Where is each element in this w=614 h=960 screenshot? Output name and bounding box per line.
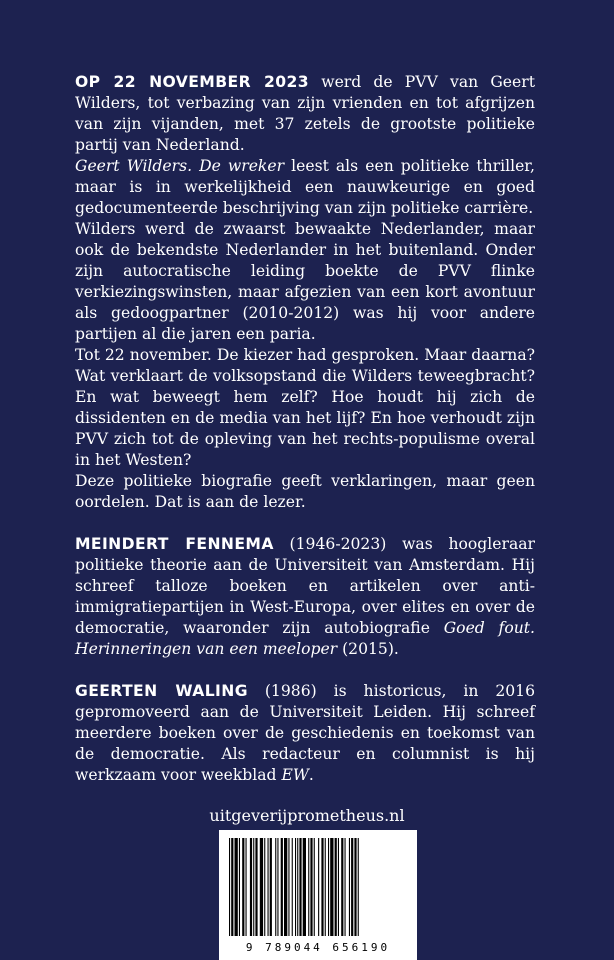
barcode-bar (321, 838, 323, 936)
barcode-bar (341, 838, 343, 936)
blurb-paragraph-4: Tot 22 november. De kiezer had gesproken. Maar daarna? Wat verklaart de volksopstand die Wilders teweegbracht? En wat beweegt hem zelf? Hoe houdt hij zich de dissidenten en de media van het lijf? En hoe verhoudt zijn PVV zich tot de opleving van het rechts-populisme overal in het Westen? (75, 346, 535, 469)
barcode-bar (308, 838, 309, 936)
barcode-bar (239, 838, 240, 936)
barcode-bar (268, 838, 269, 936)
barcode-bars (227, 838, 409, 936)
barcode-bar (297, 838, 298, 936)
blurb-paragraph-1: OP 22 NOVEMBER 2023 werd de PVV van Geert Wilders, tot verbazing van zijn vrienden en tot afgrijzen van zijn vijanden, met 37 zetels de grootste politieke partij van Nederland. (75, 73, 535, 154)
barcode-bar (349, 838, 350, 936)
author-name-waling: GEERTEN WALING (75, 682, 248, 700)
barcode-bar (275, 838, 276, 936)
barcode-bar (345, 838, 346, 936)
barcode-bar (295, 838, 296, 936)
barcode-bar (358, 838, 359, 936)
barcode-bar (325, 838, 326, 936)
blurb-lead-caps: OP 22 NOVEMBER 2023 (75, 73, 310, 91)
barcode-bar (270, 838, 272, 936)
barcode-bar (235, 838, 238, 936)
author-name-fennema: MEINDERT FENNEMA (75, 535, 274, 553)
barcode-bar (335, 838, 337, 936)
barcode-bar (328, 838, 329, 936)
barcode-bar (242, 838, 244, 936)
barcode-bar (288, 838, 289, 936)
barcode-bar (338, 838, 339, 936)
barcode-bar (231, 838, 233, 936)
barcode-bar (310, 838, 312, 936)
magazine-title: EW (281, 766, 309, 784)
barcode-bar (292, 838, 293, 936)
book-title: Geert Wilders. De wreker (75, 157, 285, 175)
barcode-bar (299, 838, 301, 936)
barcode-bar (351, 838, 353, 936)
barcode-bar (246, 838, 247, 936)
barcode-bar (253, 838, 254, 936)
barcode-bar (354, 838, 356, 936)
blurb-paragraph-3: Wilders werd de zwaarst bewaakte Nederlander, maar ook de bekendste Nederlander in het buitenland. Onder zijn autocratische leiding boekte de PVV flinke verkiezingswinsten, maar afgezien van een kort avontuur als gedoogpartner (2010-2012) was hij voor andere partijen al die jaren een paria. (75, 220, 535, 343)
blurb-paragraph-2: Geert Wilders. De wreker leest als een politieke thriller, maar is in werkelijkheid een nauwkeurige en goed gedocumenteerde beschrijving van zijn politieke carrière. (75, 157, 535, 217)
barcode-bar (281, 838, 283, 936)
autobiography-title: Goed fout. Herinneringen van een meeloper (75, 619, 535, 658)
barcode-bar (255, 838, 257, 936)
barcode-bar (264, 838, 265, 936)
author-bio-fennema: MEINDERT FENNEMA (1946-2023) was hoogleraar politieke theorie aan de Universiteit van Amsterdam. Hij schreef talloze boeken en artikelen over anti-immigratiepartijen in West-Europa, over elites en over de democratie, waaronder zijn autobiografie Goed fout. Herinneringen van een meeloper (2015). (75, 535, 535, 658)
barcode-bar (277, 838, 278, 936)
isbn-barcode (219, 830, 417, 960)
barcode-bar (314, 838, 315, 936)
barcode-bar (229, 838, 230, 936)
barcode-bar (284, 838, 287, 936)
barcode-bar (250, 838, 252, 936)
blurb-paragraph-5: Deze politieke biografie geeft verklaringen, maar geen oordelen. Dat is aan de lezer. (75, 472, 535, 511)
barcode-bar (318, 838, 319, 936)
barcode-bar (303, 838, 306, 936)
barcode-bar (330, 838, 333, 936)
author-bio-waling: GEERTEN WALING (1986) is historicus, in 2016 gepromoveerd aan de Universiteit Leiden. Hij schreef meerdere boeken over de geschiedenis en toekomst van de democratie. Als redacteur en columnist is hij werkzaam voor weekblad EW. (75, 682, 535, 784)
barcode-bar (260, 838, 263, 936)
blurb (75, 72, 535, 786)
isbn-number: 9 789044 656190 (245, 941, 391, 954)
publisher-url: uitgeverijprometheus.nl (209, 806, 405, 825)
